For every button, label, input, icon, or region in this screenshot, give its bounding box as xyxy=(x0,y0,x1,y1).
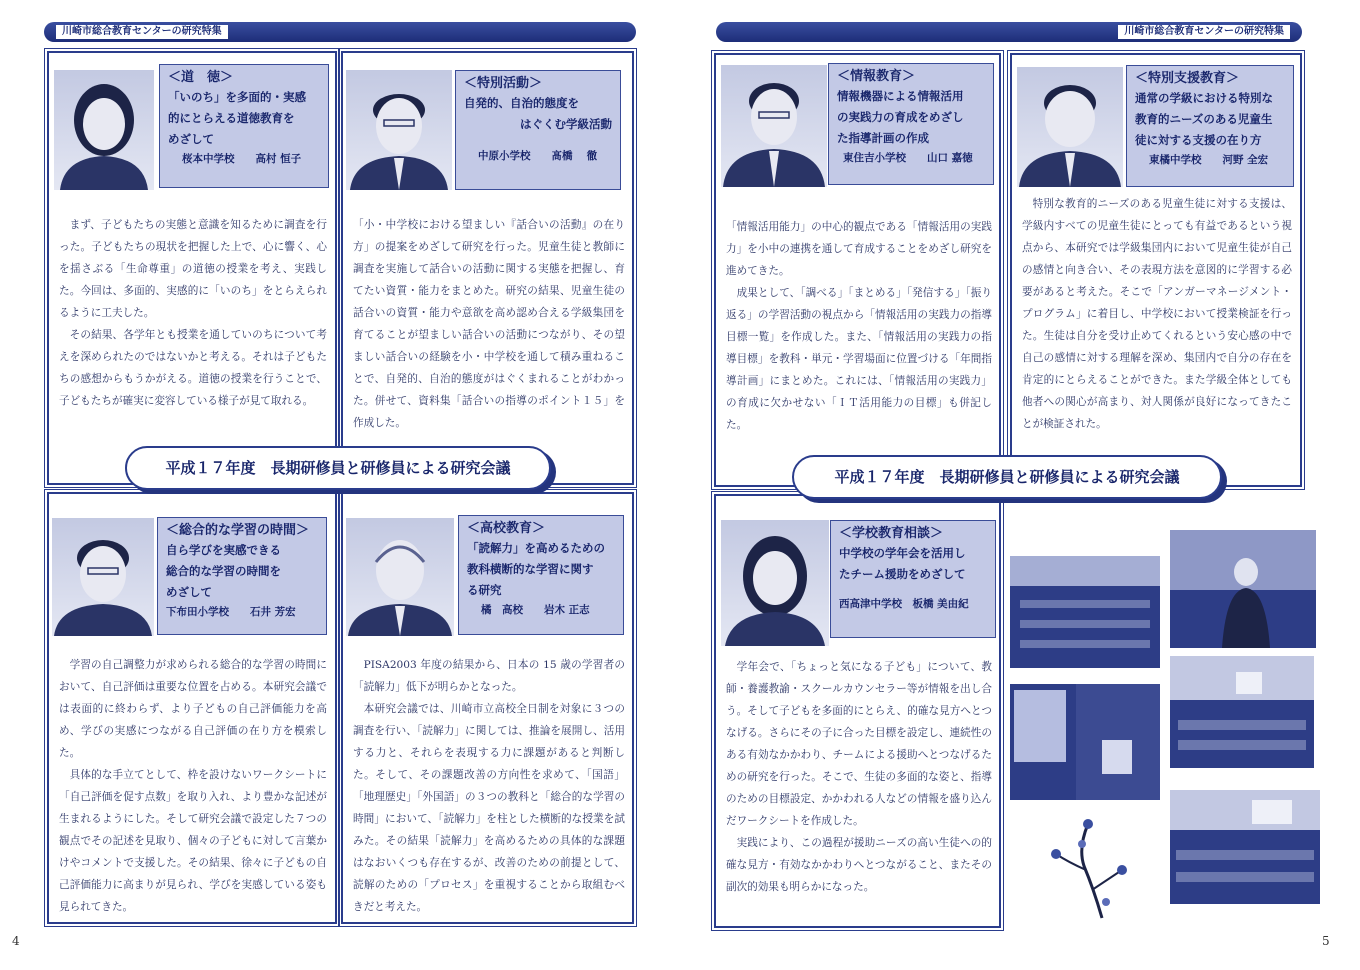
article-author: 橘 高校 岩木 正志 xyxy=(481,604,590,616)
article-school-counseling xyxy=(714,494,1001,928)
article-integrated-study xyxy=(47,492,337,924)
article-title-line: 総合的な学習の時間を xyxy=(166,564,281,578)
page-header-label: 川崎市総合教育センターの研究特集 xyxy=(1118,25,1290,39)
person-icon xyxy=(721,65,827,187)
article-title-line: 「いのち」を多面的・実感 xyxy=(168,90,306,104)
conference-photo xyxy=(1170,656,1314,768)
article-title-line: めざして xyxy=(168,132,214,146)
right-page xyxy=(680,0,1360,970)
body-paragraph: 特別な教育的ニーズのある児童生徒に対する支援は、学級内すべての児童生徒にとっても有益であるという視点から、本研究では学級集団内において児童生徒が自己の感情と向き合い、その表現方法を意図的に学習する必要があると考えた。そこで「アンガーマネージメント・プログラム」に着目し、中学校において授業検証を行った。生徒は自分を受け止めてくれるという安心感の中で自己の感情に対する理解を深め、集団内で自分の存在を肯定的にとらえることができた。また学級全体としても他者への関心が高まり、対人関係が良好になってきたことが検証された。 xyxy=(1022,198,1292,430)
article-title-box xyxy=(830,520,996,638)
article-subject: ＜高校教育＞ xyxy=(467,521,546,536)
article-title-line: たチーム援助をめざして xyxy=(839,567,966,581)
body-paragraph: 学年会で、「ちょっと気になる子ども」について、教師・養護教諭・スクールカウンセラー等が情報を出し合う。そして子どもを多面的にとらえ、的確な見方へとつなげる。さらにその子に合った目標を設定し、連続性のある有効なかかわり、チームによる援助へとつなげるための研究を行った。そこで、生徒の多面的な姿と、指導のための目標設定、かかわれる人などの情報を盛り込んだワークシートを作成した。 xyxy=(726,661,992,827)
conference-photo xyxy=(1010,556,1160,668)
article-author: 下布田小学校 石井 芳宏 xyxy=(166,606,296,618)
article-title-line: はぐくむ学級活動 xyxy=(520,117,612,131)
article-title-line: 自発的、自治的態度を xyxy=(464,96,579,110)
conference-banner: 平成１７年度 長期研修員と研修員による研究会議 xyxy=(792,455,1222,499)
person-icon xyxy=(721,520,829,646)
article-title-box xyxy=(455,70,621,190)
conference-photo xyxy=(1010,684,1160,800)
article-title-line: 的にとらえる道徳教育を xyxy=(168,111,295,125)
article-title-line: 中学校の学年会を活用し xyxy=(839,546,966,560)
article-information-education xyxy=(714,53,1001,487)
article-body xyxy=(353,214,625,434)
portrait-photo xyxy=(346,70,452,190)
article-author: 西高津中学校 板橋 美由紀 xyxy=(839,598,969,610)
plum-blossom-illustration xyxy=(1048,810,1134,922)
body-paragraph: PISA2003 年度の結果から、日本の 15 歳の学習者の「読解力」低下が明らかとなった。 xyxy=(353,659,625,693)
body-paragraph: 実践により、この過程が援助ニーズの高い生徒への的確な見方・有効なかかわりへとつながること、またその副次的効果も明らかになった。 xyxy=(726,837,992,893)
body-paragraph: 学習の自己調整力が求められる総合的な学習の時間において、自己評価は重要な位置を占める。本研究会議では表面的に終わらず、より子どもの自己評価能力を高め、学びの実感につながる自己評価の在り方を模索した。 xyxy=(59,659,327,759)
article-high-school-education xyxy=(341,492,634,924)
person-icon xyxy=(54,70,154,190)
speaker-photo-icon xyxy=(1170,530,1316,648)
conference-banner: 平成１７年度 長期研修員と研修員による研究会議 xyxy=(125,446,551,490)
article-title-line: た指導計画の作成 xyxy=(837,131,929,145)
article-title-line: 「読解力」を高めるための xyxy=(467,541,605,555)
article-title-box xyxy=(458,515,624,635)
article-subject: ＜道 徳＞ xyxy=(168,70,234,85)
article-title-line: 通常の学級における特別な xyxy=(1135,91,1273,105)
article-author: 東橘中学校 河野 全宏 xyxy=(1149,154,1269,166)
article-title-line: 徒に対する支援の在り方 xyxy=(1135,133,1262,147)
portrait-photo xyxy=(721,65,827,187)
body-paragraph: まず、子どもたちの実態と意識を知るために調査を行った。子どもたちの現状を把握した上で、心に響く、心を揺さぶる「生命尊重」の道徳の授業を考え、実践した。今回は、多面的、実感的に「いのち」をとらえられるように工夫した。 xyxy=(59,219,327,319)
article-subject: ＜情報教育＞ xyxy=(837,69,916,84)
portrait-photo xyxy=(721,520,829,646)
body-paragraph: 「情報活用能力」の中心的観点である「情報活用の実践力」を小中の連携を通して育成することをめざし研究を進めてきた。 xyxy=(726,221,992,277)
article-title-box xyxy=(157,517,327,635)
article-title-line: 情報機器による情報活用 xyxy=(837,89,964,103)
classroom-photo-icon xyxy=(1010,556,1160,668)
article-special-needs-education xyxy=(1010,53,1302,487)
portrait-photo xyxy=(52,518,154,636)
classroom-photo-icon xyxy=(1170,790,1320,904)
article-title-box xyxy=(159,64,329,188)
article-title-box xyxy=(1126,65,1294,187)
page-number: 5 xyxy=(1322,934,1330,948)
article-author: 東住吉小学校 山口 嘉徳 xyxy=(843,152,973,164)
conference-photo xyxy=(1170,790,1320,904)
portrait-photo xyxy=(346,518,454,636)
person-icon xyxy=(346,518,454,636)
article-title-line: めざして xyxy=(166,585,212,599)
body-paragraph: 「小・中学校における望ましい『話合いの活動』の在り方」の提案をめざして研究を行った。児童生徒と教師に調査を実施して話合いの活動に関する実態を把握し、育てたい資質・能力をまとめた。研究の結果、児童生徒の話合いの資質・能力や意欲を高め認め合える学級集団を育てることが望ましい話合いの活動につながり、その望ましい話合いの経験を小・中学校を通して積み重ねることで、自発的、自治的態度がはぐくまれることがわかった。併せて、資料集「話合いの指導のポイント１５」を作成した。 xyxy=(353,219,625,429)
article-body xyxy=(1022,193,1292,435)
portrait-photo xyxy=(54,70,154,190)
presentation-photo-icon xyxy=(1010,684,1160,800)
article-body xyxy=(726,216,992,436)
article-author: 桜本中学校 高村 恒子 xyxy=(182,153,302,165)
article-title-box xyxy=(828,63,994,185)
article-title-line: 自ら学びを実感できる xyxy=(166,543,281,557)
article-subject: ＜学校教育相談＞ xyxy=(839,526,944,541)
article-subject: ＜特別支援教育＞ xyxy=(1135,71,1240,86)
plum-blossom-icon xyxy=(1048,810,1134,922)
article-body xyxy=(726,656,992,898)
page-header-bar xyxy=(716,22,1302,42)
article-body xyxy=(59,214,327,412)
body-paragraph: その結果、各学年とも授業を通していのちについて考えを深められたのではないかと考える。それは子どもたちの感想からもうかがえる。道徳の授業を行うことで、子どもたちが確実に変容している様子が見て取れる。 xyxy=(59,329,327,407)
person-icon xyxy=(346,70,452,190)
classroom-photo-icon xyxy=(1170,656,1314,768)
person-icon xyxy=(1017,67,1123,187)
article-body xyxy=(59,654,327,918)
article-title-line: 教育的ニーズのある児童生 xyxy=(1135,112,1273,126)
person-icon xyxy=(52,518,154,636)
page-header-bar xyxy=(44,22,636,42)
article-author: 中原小学校 髙橋 徹 xyxy=(478,150,598,162)
article-subject: ＜総合的な学習の時間＞ xyxy=(166,523,310,538)
article-title-line: の実践力の育成をめざし xyxy=(837,110,964,124)
article-title-line: る研究 xyxy=(467,583,502,597)
conference-photo xyxy=(1170,530,1316,648)
body-paragraph: 具体的な手立てとして、枠を設けないワークシートに「自己評価を促す点数」を取り入れ、より豊かな記述が生まれるようにした。そして研究会議で設定した７つの観点でその記述を見取り、個々の子どもに対して言葉かけやコメントで支援した。その結果、徐々に子どもの自己評価能力に高まりが見られ、学びを実感している姿も見られてきた。 xyxy=(59,769,327,913)
article-body xyxy=(353,654,625,918)
article-subject: ＜特別活動＞ xyxy=(464,76,543,91)
article-title-line: 教科横断的な学習に関す xyxy=(467,562,594,576)
article-moral-education xyxy=(47,51,337,485)
article-special-activities xyxy=(341,51,634,485)
portrait-photo xyxy=(1017,67,1123,187)
page-number: 4 xyxy=(12,934,20,948)
body-paragraph: 本研究会議では、川崎市立高校全日制を対象に３つの調査を行い、「読解力」に関しては、推論を展開し、活用する力と、それらを表現する力に課題があると判断した。そして、その課題改善の方向性を求めて、「国語」「地理歴史」「外国語」の３つの教科と「総合的な学習の時間」において、「読解力」を柱とした横断的な授業を試みた。その結果「読解力」を高めるための具体的な課題はなおいくつも存在するが、改善のための前提として、読解のための「プロセス」を重視することから取組むべきだと考えた。 xyxy=(353,703,625,913)
page-header-label: 川崎市総合教育センターの研究特集 xyxy=(56,25,228,39)
body-paragraph: 成果として、「調べる」「まとめる」「発信する」「振り返る」の学習活動の視点から「情報活用の実践力の指導目標一覧」を作成した。また、「情報活用の実践力の指導目標」を教科・単元・学習場面に位置づける「年間指導計画」にまとめた。これには、「情報活用の実践力」の育成に欠かせない「ＩＴ活用能力の目標」も併記した。 xyxy=(726,287,992,431)
